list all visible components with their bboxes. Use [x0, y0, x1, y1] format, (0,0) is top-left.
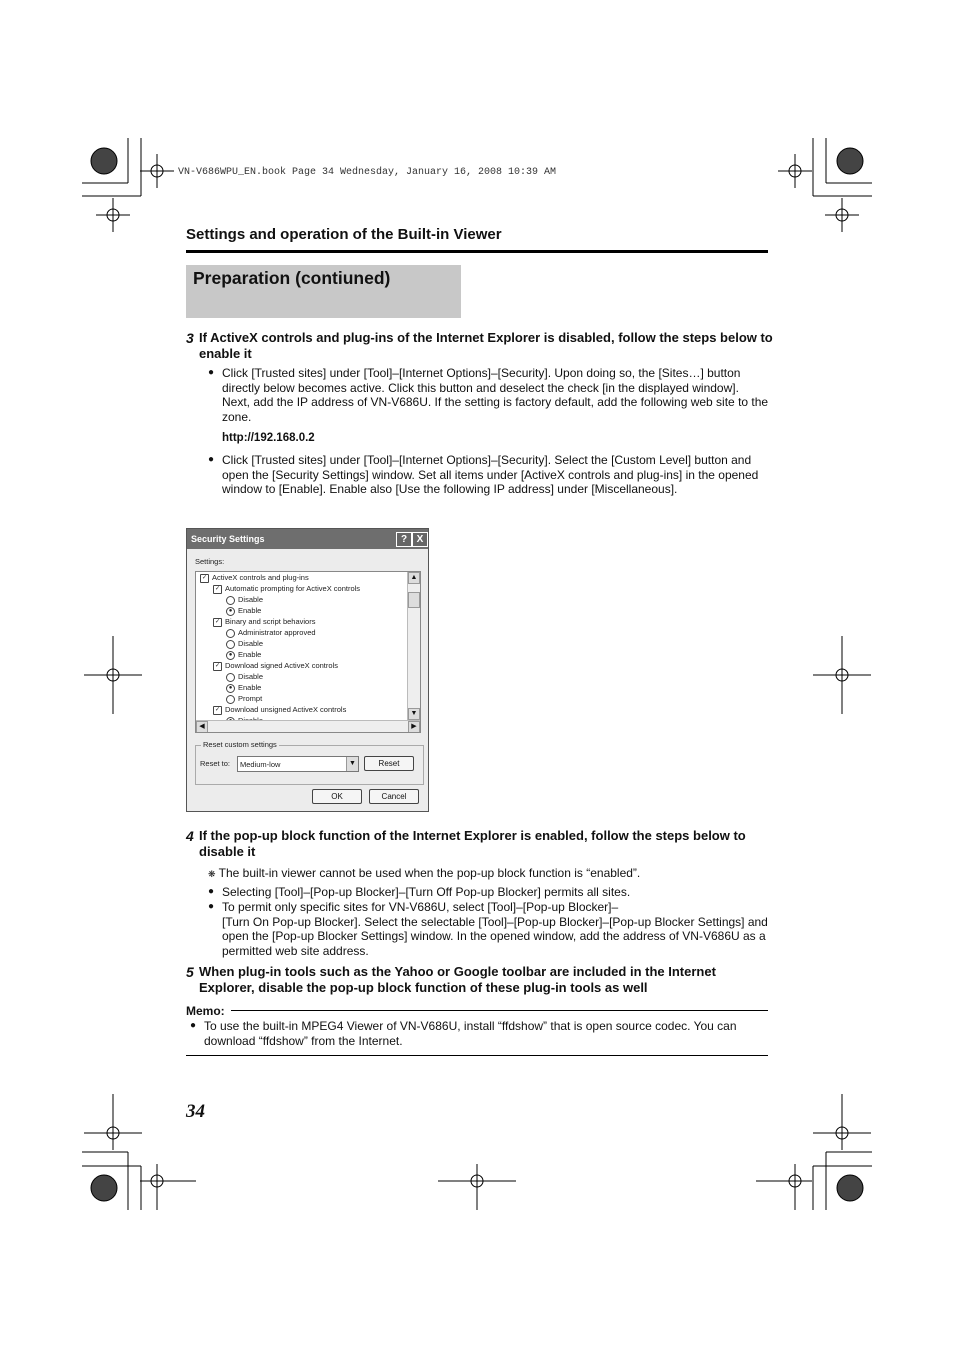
- memo-item: [190, 1019, 768, 1051]
- settings-item-label: Disable: [238, 595, 264, 604]
- settings-item-label: Enable: [238, 683, 262, 692]
- settings-item-label: Prompt: [238, 694, 263, 703]
- settings-list[interactable]: [195, 571, 421, 733]
- step-number: 5: [186, 964, 194, 980]
- step-3-bullet-2: [208, 453, 773, 513]
- radio-button-icon[interactable]: [226, 629, 235, 638]
- radio-button-icon[interactable]: ●: [226, 684, 235, 693]
- close-button[interactable]: X: [412, 532, 428, 547]
- settings-label: Settings:: [195, 557, 225, 566]
- dialog-titlebar: [187, 529, 428, 549]
- chevron-down-icon[interactable]: ▼: [346, 757, 358, 771]
- section-title: Settings and operation of the Built-in Viewer: [186, 226, 502, 243]
- vertical-scrollbar[interactable]: [407, 572, 420, 720]
- trusted-site-url: http://192.168.0.2: [222, 432, 315, 444]
- radio-button-icon[interactable]: ●: [226, 607, 235, 616]
- bullet-text: Click [Trusted sites] under [Tool]–[Internet Options]–[Security]. Upon doing so, the [Sites…] button directly below becomes active. Click this button and deselect the check [in the displayed window]. Next, add the IP address of VN-V686U. If the setting is factory default, add the following web site to the zone.: [222, 366, 769, 424]
- bullet-text: Selecting [Tool]–[Pop-up Blocker]–[Turn Off Pop-up Blocker] permits all sites.: [222, 885, 631, 899]
- checkbox-icon[interactable]: ✓: [214, 619, 221, 625]
- band-title: Preparation (contiuned): [193, 268, 391, 288]
- reset-group: [195, 740, 424, 785]
- bullet-icon: ●: [208, 901, 215, 912]
- step-3: [186, 330, 776, 364]
- step-4: [186, 828, 776, 862]
- help-button[interactable]: ?: [396, 532, 412, 547]
- note-icon: ❋: [208, 869, 216, 879]
- scroll-thumb[interactable]: [408, 592, 420, 608]
- memo-bottom-rule: [186, 1055, 768, 1056]
- security-settings-dialog: [186, 528, 429, 812]
- cancel-button[interactable]: Cancel: [369, 789, 419, 804]
- settings-item-label: Enable: [238, 650, 262, 659]
- title-band: [186, 265, 461, 318]
- settings-item-label: Enable: [238, 606, 262, 615]
- bullet-line-rest: [Turn On Pop-up Blocker]. Select the selectable [Tool]–[Pop-up Blocker]–[Pop-up Blocker Settings] and open the [Pop-up Blocker Settings] window. In the opened window, add the address of VN-V686U as a permitted web site address.: [222, 914, 768, 958]
- settings-item-label: ActiveX controls and plug-ins: [212, 573, 309, 582]
- settings-item-label: Disable: [238, 639, 264, 648]
- step-4-bullet-1: [208, 885, 773, 900]
- step-4-note: [208, 866, 773, 880]
- radio-button-icon[interactable]: ●: [226, 651, 235, 660]
- checkbox-icon[interactable]: ✓: [201, 575, 208, 581]
- page-number: 34: [186, 1101, 205, 1122]
- ok-button[interactable]: OK: [312, 789, 362, 804]
- step-number: 3: [186, 330, 194, 346]
- step-heading: When plug-in tools such as the Yahoo or Google toolbar are included in the Internet Explorer, disable the pop-up block function of these plug-in tools as well: [199, 964, 716, 995]
- memo-text: To use the built-in MPEG4 Viewer of VN-V686U, install “ffdshow” that is open source codec. You can download “ffdshow” from the Internet.: [204, 1019, 737, 1048]
- reset-button[interactable]: Reset: [364, 756, 414, 771]
- checkbox-icon[interactable]: ✓: [214, 586, 221, 592]
- memo-rule: [231, 1010, 768, 1011]
- settings-item-label: Automatic prompting for ActiveX controls: [225, 584, 361, 593]
- step-5: [186, 964, 776, 998]
- settings-item-label: Download signed ActiveX controls: [225, 661, 338, 670]
- horizontal-scrollbar[interactable]: [196, 720, 420, 732]
- step-4-bullet-2: [208, 900, 773, 960]
- radio-button-icon[interactable]: [226, 640, 235, 649]
- bullet-icon: ●: [208, 886, 215, 897]
- checkbox-icon[interactable]: ✓: [214, 707, 221, 713]
- bullet-line-1: To permit only specific sites for VN-V686U, select [Tool]–[Pop-up Blocker]–: [222, 900, 619, 914]
- checkbox-icon[interactable]: ✓: [214, 663, 221, 669]
- settings-item-label: Binary and script behaviors: [225, 617, 316, 626]
- scroll-down-icon[interactable]: ▼: [408, 708, 420, 720]
- radio-button-icon[interactable]: [226, 673, 235, 682]
- memo-label: Memo:: [186, 1004, 225, 1018]
- section-rule: [186, 250, 768, 253]
- bullet-icon: ●: [208, 454, 215, 465]
- reset-to-label: Reset to:: [200, 759, 231, 768]
- step-3-bullet-1: [208, 366, 773, 426]
- settings-item-label: Disable: [238, 672, 264, 681]
- settings-item-label: Download unsigned ActiveX controls: [225, 705, 347, 714]
- reset-level-select[interactable]: [237, 756, 359, 772]
- note-text: The built-in viewer cannot be used when the pop-up block function is “enabled”.: [218, 866, 641, 880]
- radio-button-icon[interactable]: [226, 596, 235, 605]
- scroll-left-icon[interactable]: ◀: [196, 721, 208, 733]
- step-heading: If ActiveX controls and plug-ins of the Internet Explorer is disabled, follow the steps below to enable it: [199, 330, 773, 361]
- reset-group-label: Reset custom settings: [203, 740, 277, 749]
- bullet-icon: ●: [190, 1020, 197, 1031]
- bullet-text: Click [Trusted sites] under [Tool]–[Internet Options]–[Security]. Select the [Custom Level] button and open the [Security Settings] window. Set all items under [ActiveX controls and plug-ins] in the opened window to [Enable]. Enable also [Use the following IP address] under [Miscellaneous].: [222, 453, 759, 497]
- settings-item-label: Administrator approved: [238, 628, 316, 637]
- step-heading: If the pop-up block function of the Internet Explorer is enabled, follow the steps below to disable it: [199, 828, 746, 859]
- step-number: 4: [186, 828, 194, 844]
- bullet-text: [222, 900, 770, 958]
- radio-button-icon[interactable]: [226, 695, 235, 704]
- dialog-title: Security Settings: [191, 534, 265, 544]
- scroll-up-icon[interactable]: ▲: [408, 572, 420, 584]
- scroll-right-icon[interactable]: ▶: [408, 721, 420, 733]
- bullet-icon: ●: [208, 367, 215, 378]
- print-header: VN-V686WPU_EN.book Page 34 Wednesday, January 16, 2008 10:39 AM: [178, 167, 557, 178]
- reset-level-value: Medium-low: [240, 760, 281, 769]
